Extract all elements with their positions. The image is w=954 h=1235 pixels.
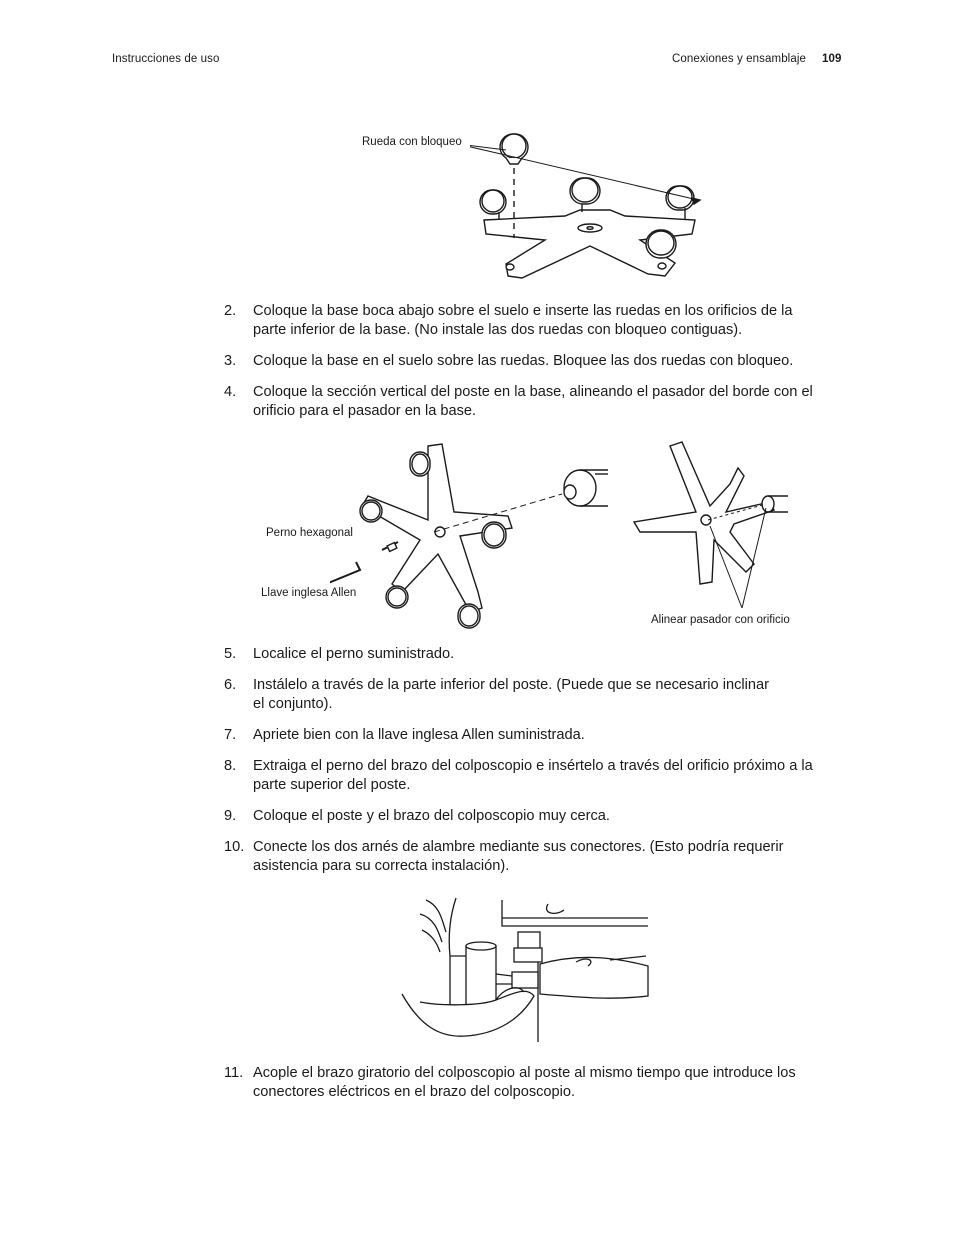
step-4 <box>224 383 844 421</box>
callout-hex-bolt: Perno hexagonal <box>266 527 353 539</box>
step-text: Acople el brazo giratorio del colposcopio al poste al mismo tiempo que introduce los <box>253 1065 796 1081</box>
step-9 <box>224 807 844 826</box>
step-10 <box>224 838 844 876</box>
step-number: 8. <box>224 758 237 774</box>
step-text: conectores eléctricos en el brazo del colposcopio. <box>253 1084 576 1100</box>
callout-align-pin: Alinear pasador con orificio <box>651 614 790 626</box>
step-number: 3. <box>224 353 237 369</box>
step-text: Instálelo a través de la parte inferior del poste. (Puede que se necesario inclinar <box>253 677 769 693</box>
step-number: 6. <box>224 677 237 693</box>
step-text: Coloque la sección vertical del poste en la base, alineando el pasador del borde con el <box>253 384 813 400</box>
figure-post-install <box>330 436 800 636</box>
step-text: asistencia para su correcta instalación). <box>253 858 510 874</box>
callout-locking-caster: Rueda con bloqueo <box>362 136 462 148</box>
step-number: 4. <box>224 384 237 400</box>
step-7 <box>224 726 844 745</box>
step-text: parte superior del poste. <box>253 777 411 793</box>
step-number: 5. <box>224 646 237 662</box>
step-text: parte inferior de la base. (No instale las dos ruedas con bloqueo contiguas). <box>253 322 743 338</box>
step-number: 10. <box>224 839 245 855</box>
step-5 <box>224 645 844 664</box>
step-text: Localice el perno suministrado. <box>253 646 455 662</box>
step-number: 9. <box>224 808 237 824</box>
page-number: 109 <box>822 53 842 65</box>
step-text: orificio para el pasador en la base. <box>253 403 477 419</box>
step-number: 2. <box>224 303 237 319</box>
figure-connect-harness <box>400 896 652 1042</box>
step-6 <box>224 676 844 714</box>
step-11 <box>224 1064 844 1102</box>
step-3 <box>224 352 844 371</box>
callout-allen-key: Llave inglesa Allen <box>261 587 357 599</box>
step-text: Coloque la base boca abajo sobre el suelo e inserte las ruedas en los orificios de la <box>253 303 793 319</box>
step-text: el conjunto). <box>253 696 333 712</box>
step-number: 11. <box>224 1065 244 1081</box>
figure-base-casters <box>470 128 710 290</box>
step-text: Conecte los dos arnés de alambre mediante sus conectores. (Esto podría requerir <box>253 839 784 855</box>
step-text: Coloque la base en el suelo sobre las ruedas. Bloquee las dos ruedas con bloqueo. <box>253 353 794 369</box>
running-header-section: Conexiones y ensamblaje <box>672 53 806 65</box>
step-text: Coloque el poste y el brazo del colposcopio muy cerca. <box>253 808 610 824</box>
step-2 <box>224 302 844 340</box>
step-text: Extraiga el perno del brazo del colposcopio e insértelo a través del orificio próximo a la <box>253 758 813 774</box>
step-8 <box>224 757 844 795</box>
step-text: Apriete bien con la llave inglesa Allen suministrada. <box>253 727 585 743</box>
step-number: 7. <box>224 727 237 743</box>
running-header-title: Instrucciones de uso <box>112 53 220 65</box>
